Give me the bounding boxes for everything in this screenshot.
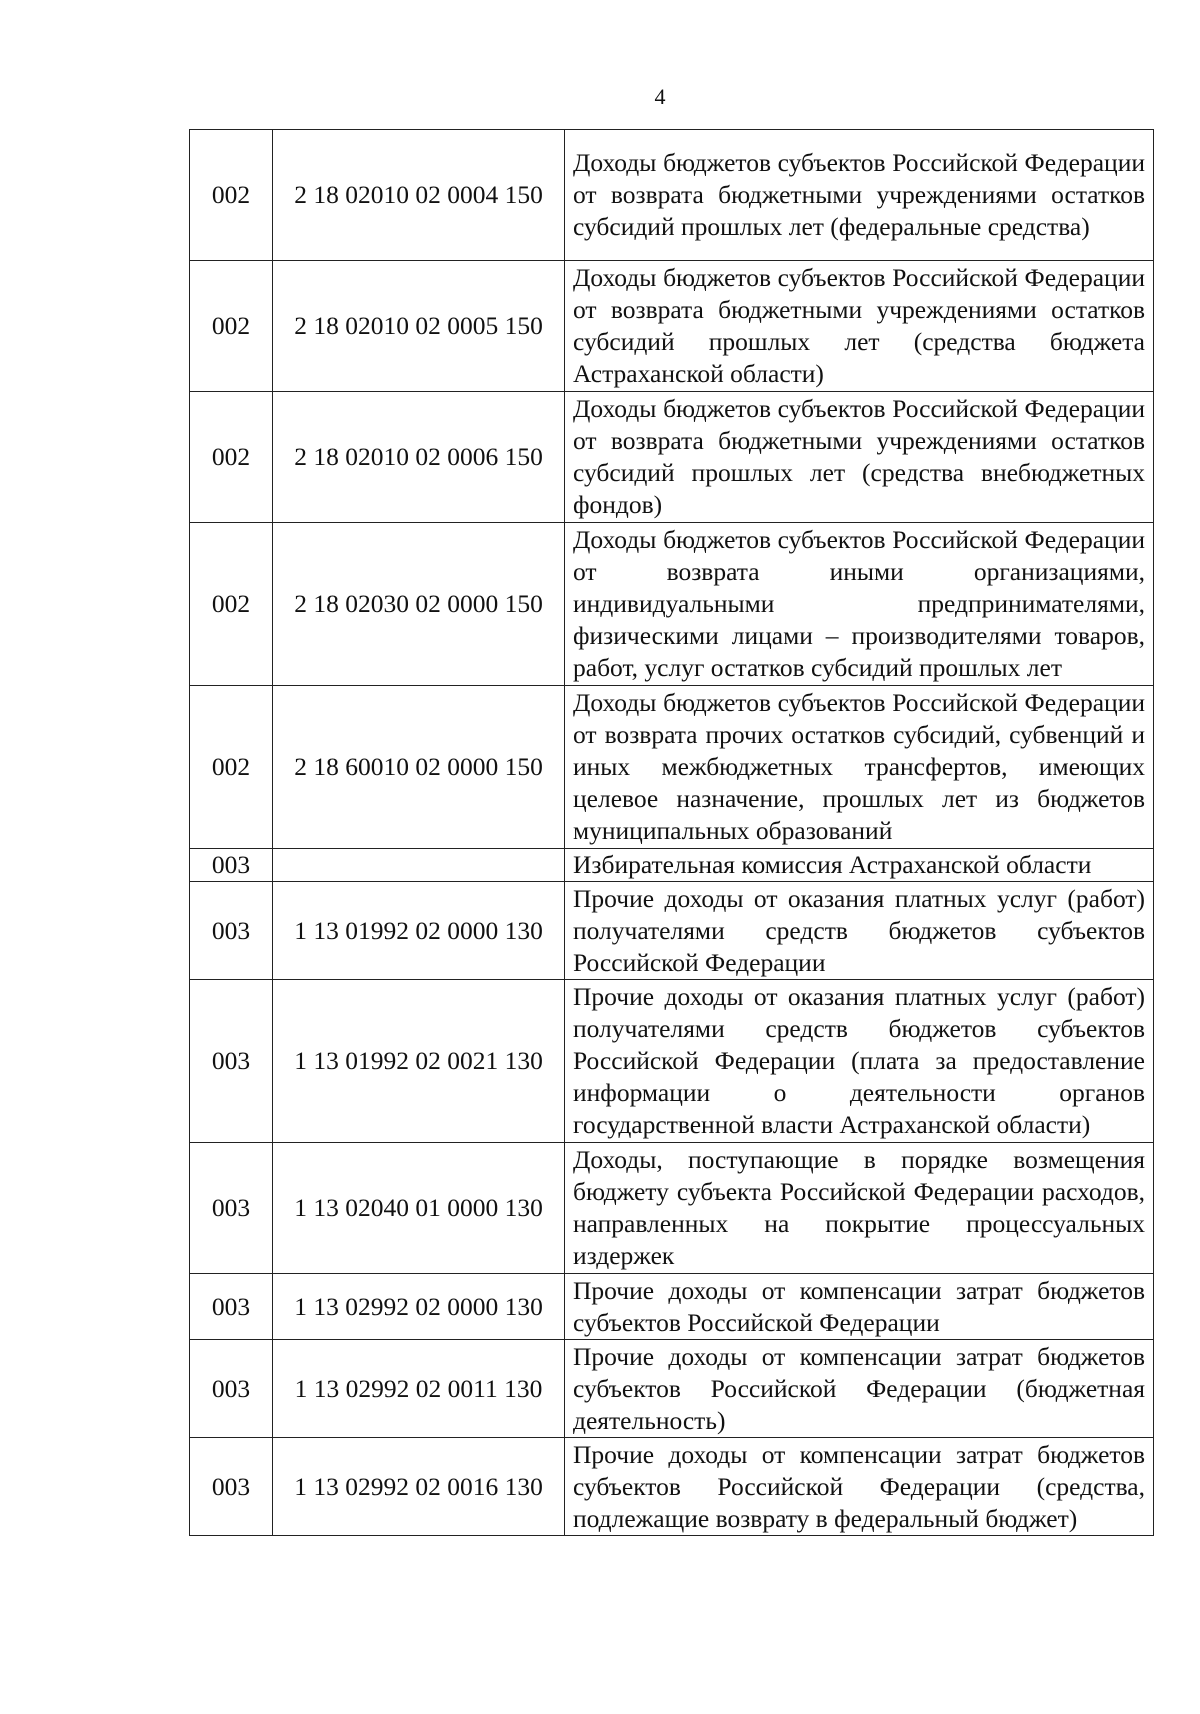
budget-code-cell: 1 13 02992 02 0011 130 <box>273 1340 565 1438</box>
table-row <box>190 980 1154 1143</box>
admin-code-cell: 002 <box>190 523 273 686</box>
budget-code-cell: 2 18 02010 02 0004 150 <box>273 130 565 261</box>
admin-code-cell: 003 <box>190 980 273 1143</box>
admin-code-cell: 002 <box>190 686 273 849</box>
table-row <box>190 523 1154 686</box>
budget-code-cell: 2 18 02030 02 0000 150 <box>273 523 565 686</box>
admin-code-cell: 003 <box>190 882 273 980</box>
budget-code-cell: 1 13 02992 02 0000 130 <box>273 1274 565 1340</box>
table-row <box>190 1340 1154 1438</box>
admin-code-cell: 003 <box>190 1274 273 1340</box>
budget-code-cell: 2 18 02010 02 0006 150 <box>273 392 565 523</box>
admin-code-cell: 003 <box>190 1438 273 1536</box>
admin-code-cell: 002 <box>190 261 273 392</box>
table-row <box>190 392 1154 523</box>
budget-code-cell: 1 13 02040 01 0000 130 <box>273 1143 565 1274</box>
admin-code-cell: 003 <box>190 849 273 882</box>
description-cell: Доходы бюджетов субъектов Российской Федерации от возврата бюджетными учреждениями остатков субсидий прошлых лет (средства бюджета Астраханской области) <box>565 261 1154 392</box>
description-cell: Избирательная комиссия Астраханской области <box>565 849 1154 882</box>
description-cell: Прочие доходы от компенсации затрат бюджетов субъектов Российской Федерации (бюджетная деятельность) <box>565 1340 1154 1438</box>
table-row <box>190 1143 1154 1274</box>
page-number: 4 <box>654 84 666 109</box>
budget-code-cell: 1 13 01992 02 0021 130 <box>273 980 565 1143</box>
budget-code-cell: 2 18 02010 02 0005 150 <box>273 261 565 392</box>
admin-code-cell: 002 <box>190 392 273 523</box>
table-row <box>190 882 1154 980</box>
admin-code-cell: 003 <box>190 1143 273 1274</box>
budget-code-cell: 2 18 60010 02 0000 150 <box>273 686 565 849</box>
budget-classification-table <box>189 129 1154 1536</box>
table-row <box>190 686 1154 849</box>
description-cell: Доходы, поступающие в порядке возмещения бюджету субъекта Российской Федерации расходов, направленных на покрытие процессуальных издержек <box>565 1143 1154 1274</box>
description-cell: Доходы бюджетов субъектов Российской Федерации от возврата иными организациями, индивидуальными предпринимателями, физическими лицами – производителями товаров, работ, услуг остатков субсидий прошлых лет <box>565 523 1154 686</box>
description-cell: Прочие доходы от оказания платных услуг (работ) получателями средств бюджетов субъектов Российской Федерации <box>565 882 1154 980</box>
table-row <box>190 130 1154 261</box>
table-row <box>190 849 1154 882</box>
budget-code-cell: 1 13 01992 02 0000 130 <box>273 882 565 980</box>
budget-code-cell: 1 13 02992 02 0016 130 <box>273 1438 565 1536</box>
table-row <box>190 261 1154 392</box>
description-cell: Доходы бюджетов субъектов Российской Федерации от возврата бюджетными учреждениями остатков субсидий прошлых лет (федеральные средства) <box>565 130 1154 261</box>
description-cell: Прочие доходы от компенсации затрат бюджетов субъектов Российской Федерации <box>565 1274 1154 1340</box>
budget-code-cell <box>273 849 565 882</box>
description-cell: Прочие доходы от компенсации затрат бюджетов субъектов Российской Федерации (средства, подлежащие возврату в федеральный бюджет) <box>565 1438 1154 1536</box>
admin-code-cell: 003 <box>190 1340 273 1438</box>
description-cell: Доходы бюджетов субъектов Российской Федерации от возврата бюджетными учреждениями остатков субсидий прошлых лет (средства внебюджетных фондов) <box>565 392 1154 523</box>
admin-code-cell: 002 <box>190 130 273 261</box>
description-cell: Доходы бюджетов субъектов Российской Федерации от возврата прочих остатков субсидий, субвенций и иных межбюджетных трансфертов, имеющих целевое назначение, прошлых лет из бюджетов муниципальных образований <box>565 686 1154 849</box>
table-row <box>190 1274 1154 1340</box>
description-cell: Прочие доходы от оказания платных услуг (работ) получателями средств бюджетов субъектов Российской Федерации (плата за предоставление информации о деятельности органов государственной власти Астраханской области) <box>565 980 1154 1143</box>
table-row <box>190 1438 1154 1536</box>
